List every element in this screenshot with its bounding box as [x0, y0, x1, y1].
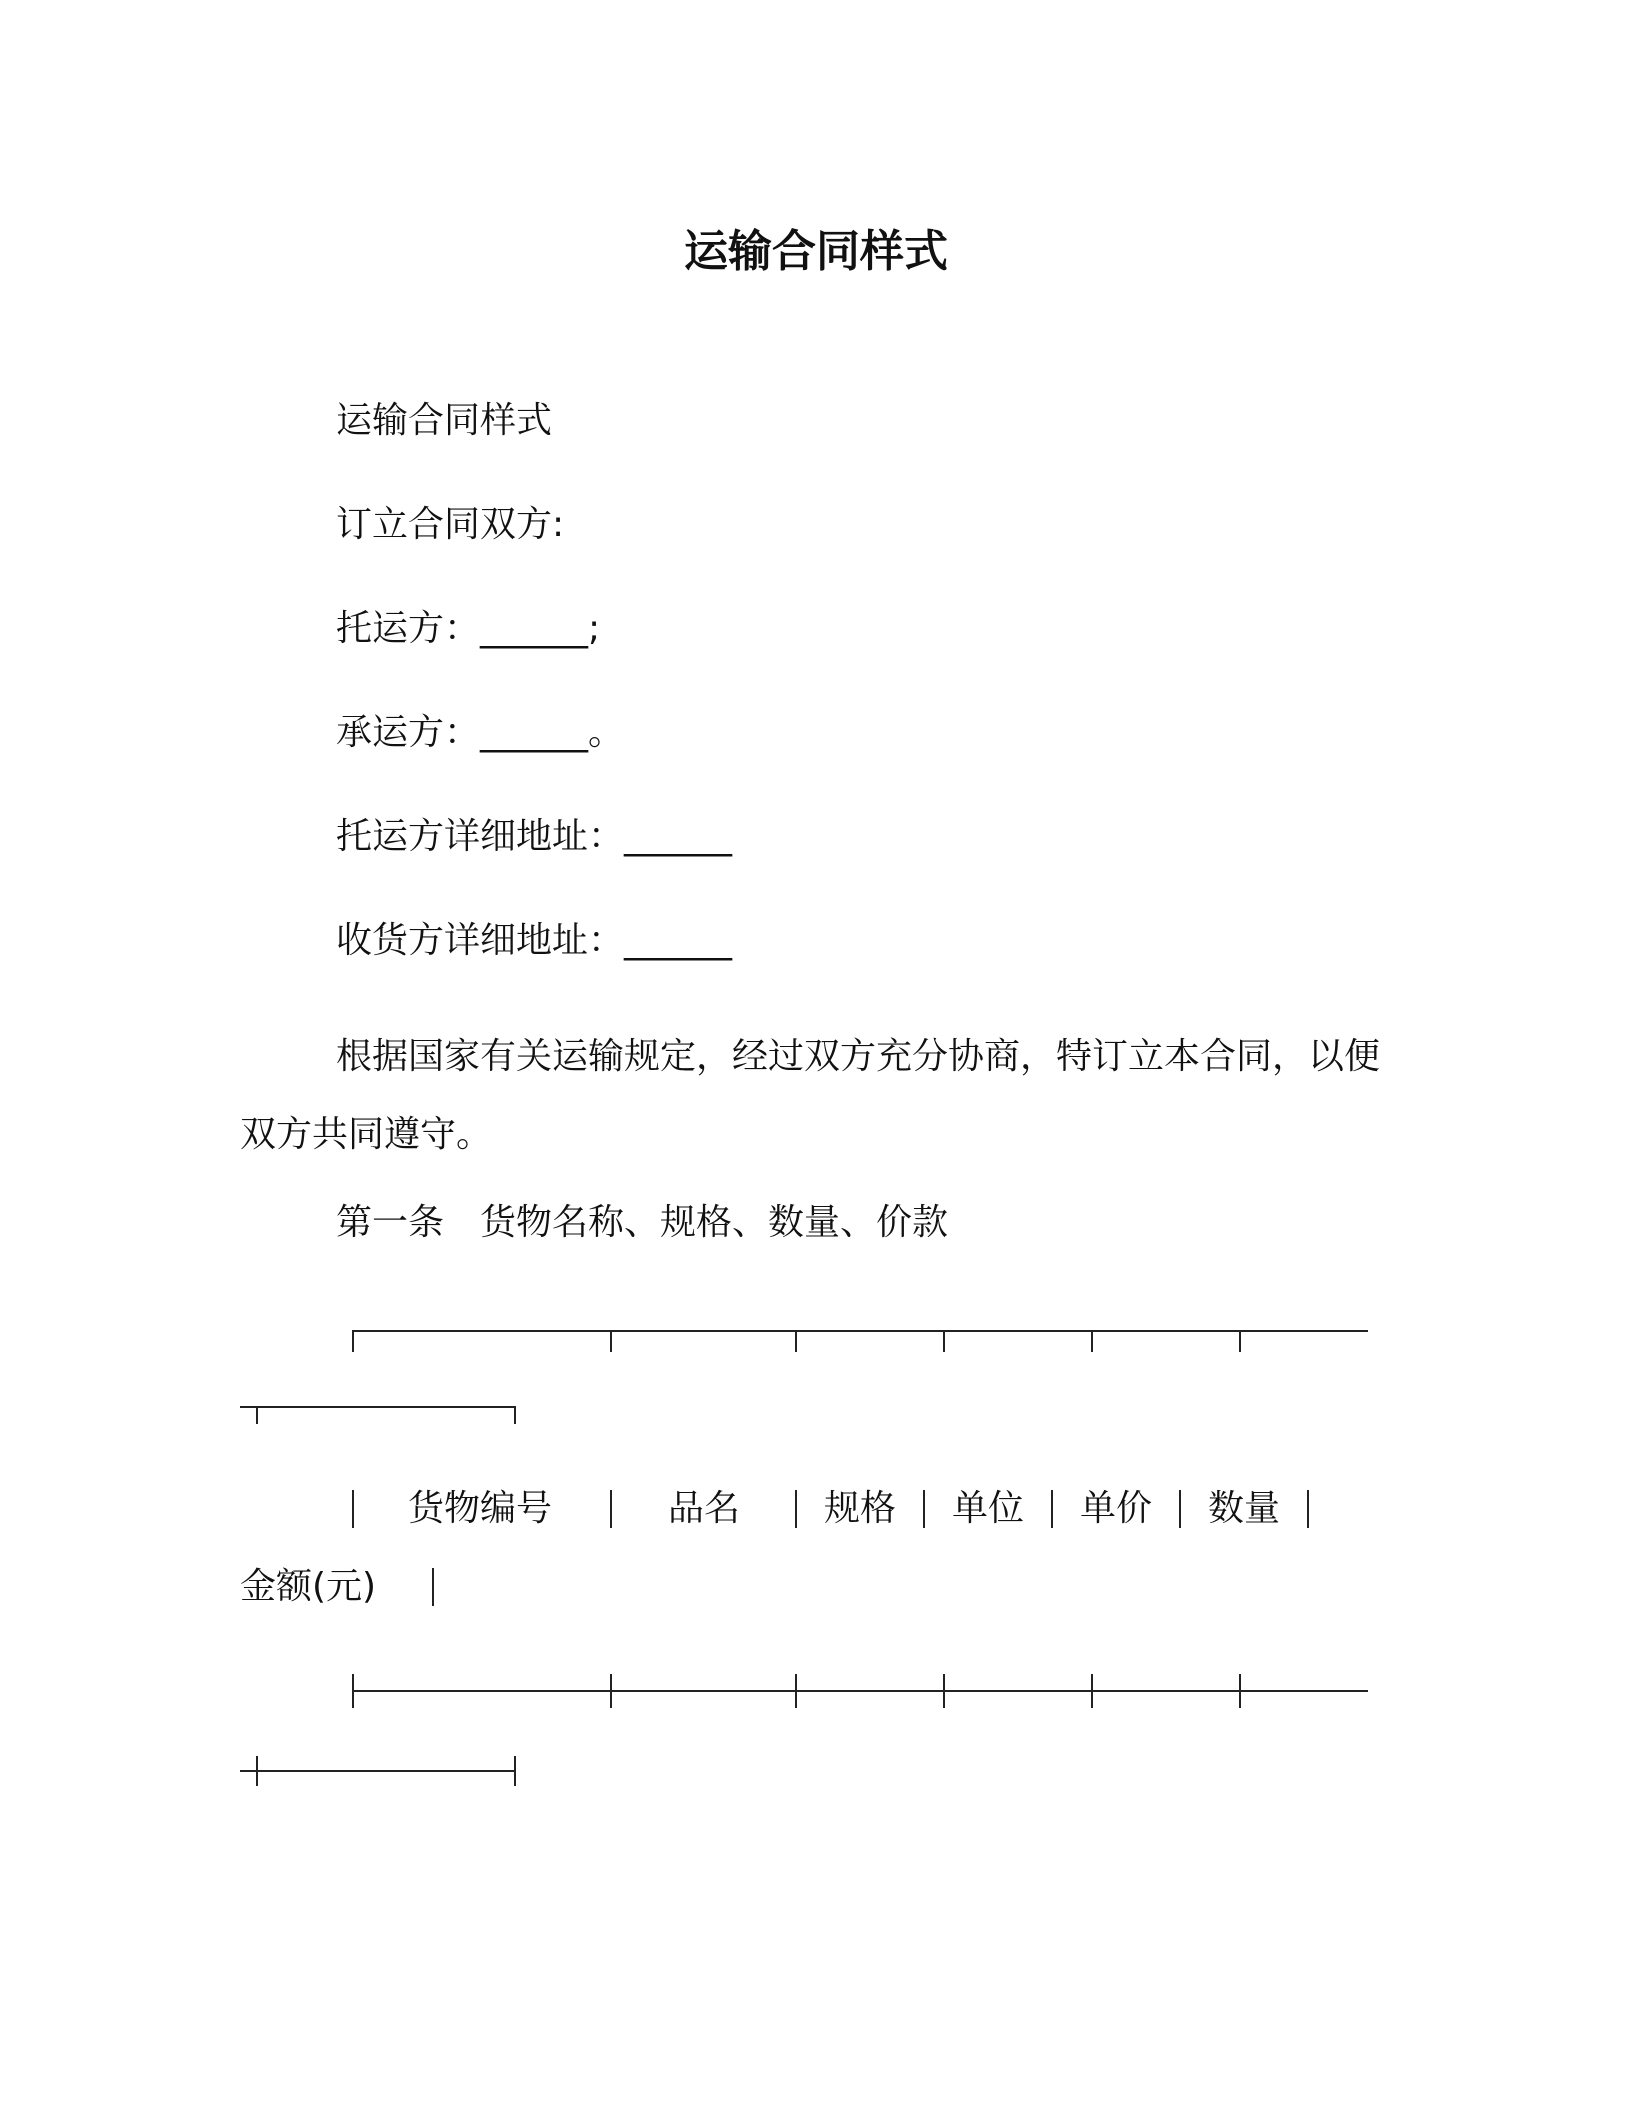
article-1-heading: 第一条 货物名称、规格、数量、价款: [336, 1202, 949, 1243]
preamble-paragraph: 根据国家有关运输规定，经过双方充分协商，特订立本合同，以便双方共同遵守。: [240, 1036, 1381, 1155]
header-quantity: 数量: [1208, 1488, 1281, 1529]
header-unit-price: 单价: [1080, 1488, 1153, 1529]
subtitle: 运输合同样式: [336, 400, 553, 441]
shipper-line: 托运方：______;: [336, 608, 601, 649]
shipper-address-line: 托运方详细地址：______: [336, 816, 733, 857]
header-specification: 规格: [824, 1488, 897, 1529]
header-product-name: 品名: [668, 1488, 741, 1529]
document-title: 运输合同样式: [684, 226, 948, 277]
header-unit: 单位: [952, 1488, 1025, 1529]
header-amount: 金额(元): [240, 1566, 377, 1607]
parties-heading: 订立合同双方:: [336, 504, 565, 545]
consignee-address-line: 收货方详细地址：______: [336, 920, 733, 961]
carrier-line: 承运方：______。: [336, 712, 625, 753]
header-item-number: 货物编号: [408, 1488, 553, 1529]
